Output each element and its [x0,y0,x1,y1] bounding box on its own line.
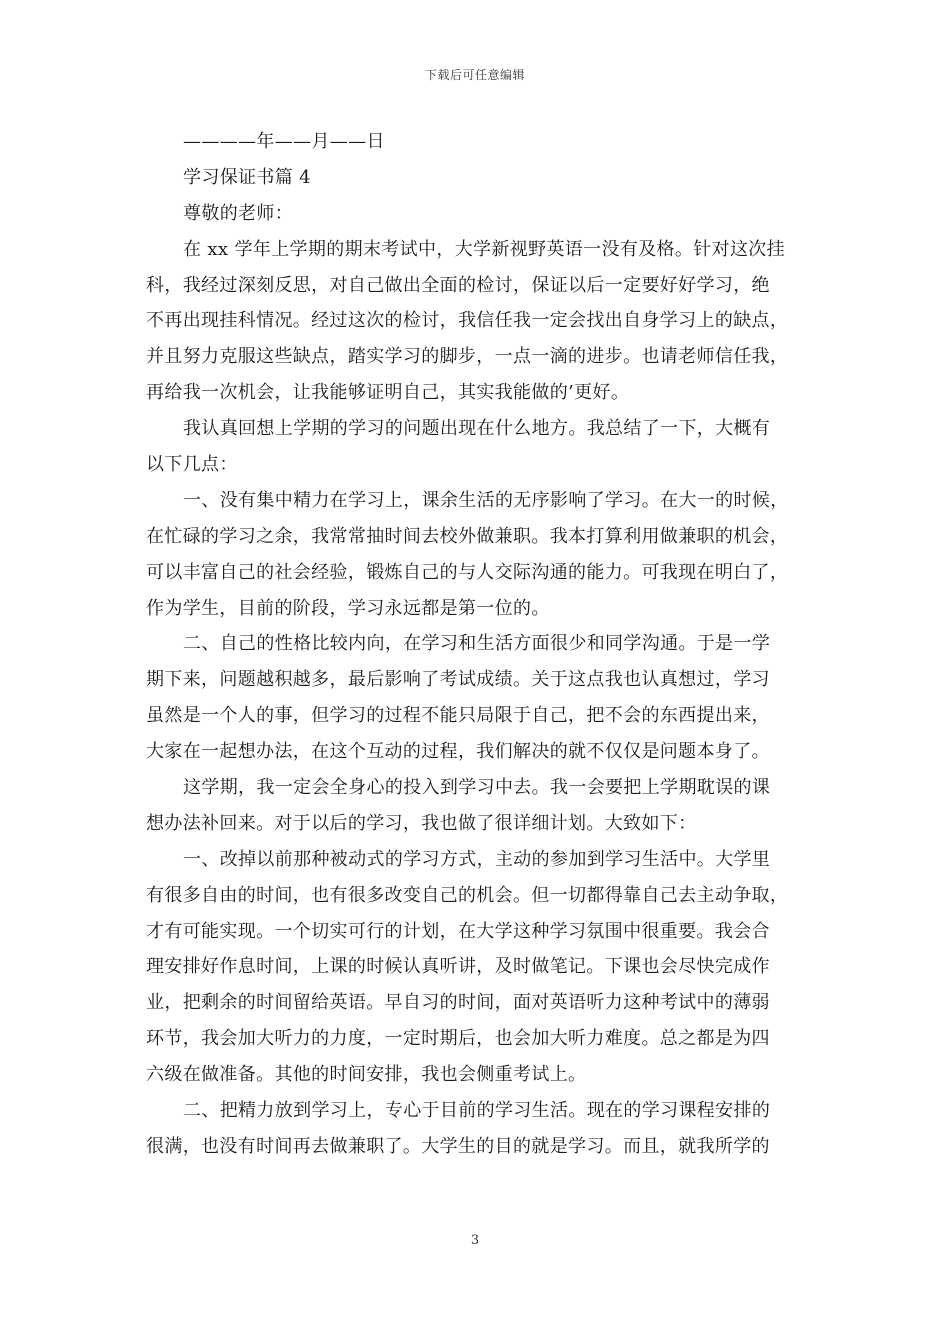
text-line: 学习保证书篇 4 [183,166,311,188]
page-header: 下载后可任意编辑 [424,68,525,82]
text-line: 不再出现挂科情况。经过这次的检讨，我信任我一定会找出自身学习上的缺点， [146,310,789,332]
text-line: 环节，我会加大听力的力度，一定时期后，也会加大听力难度。总之都是为四 [146,1028,770,1050]
text-line: 才有可能实现。一个切实可行的计划，在大学这种学习氛围中很重要。我会合 [146,920,770,942]
text-line: 想办法补回来。对于以后的学习，我也做了很详细计划。大致如下： [146,812,697,834]
text-line: 期下来，问题越积越多，最后影响了考试成绩。关于这点我也认真想过，学习 [146,669,770,691]
document-body [146,124,810,1165]
text-line: 科，我经过深刻反思，对自己做出全面的检讨，保证以后一定要好好学习，绝 [146,274,770,296]
text-line: 再给我一次机会，让我能够证明自己，其实我能做的’更好。 [146,382,630,404]
text-line: 一、没有集中精力在学习上，课余生活的无序影响了学习。在大一的时候， [183,489,789,511]
text-line: 二、把精力放到学习上，专心于目前的学习生活。现在的学习课程安排的 [183,1100,771,1122]
text-line: 在忙碌的学习之余，我常常抽时间去校外做兼职。我本打算利用做兼职的机会， [146,525,789,547]
text-line: 大家在一起想办法，在这个互动的过程，我们解决的就不仅仅是问题本身了。 [146,741,770,763]
text-line: 很满，也没有时间再去做兼职了。大学生的目的就是学习。而且，就我所学的 [146,1135,770,1157]
text-line: 理安排好作息时间，上课的时候认真听讲，及时做笔记。下课也会尽快完成作 [146,956,770,978]
page-number: 3 [470,1233,480,1248]
text-line: 二、自己的性格比较内向，在学习和生活方面很少和同学沟通。于是一学 [183,633,771,655]
text-line: ————年——月——日 [183,131,385,152]
text-line: 我认真回想上学期的学习的问题出现在什么地方。我总结了一下，大概有 [183,418,771,440]
text-line: 作为学生，目前的阶段，学习永远都是第一位的。 [146,597,550,619]
text-line: 并且努力克服这些缺点，踏实学习的脚步，一点一滴的进步。也请老师信任我， [146,346,789,368]
text-line: 这学期，我一定会全身心的投入到学习中去。我一会要把上学期耽误的课 [183,777,771,799]
text-line: 以下几点： [146,454,238,476]
text-line: 可以丰富自己的社会经验，锻炼自己的与人交际沟通的能力。可我现在明白了， [146,561,789,583]
text-line: 有很多自由的时间，也有很多改变自己的机会。但一切都得靠自己去主动争取， [146,884,789,906]
text-line: 一、改掉以前那种被动式的学习方式，主动的参加到学习生活中。大学里 [183,848,771,870]
text-line: 虽然是一个人的事，但学习的过程不能只局限于自己，把不会的东西提出来， [146,705,770,727]
text-line: 尊敬的老师： [183,202,294,224]
text-line: 在 xx 学年上学期的期末考试中，大学新视野英语一没有及格。针对这次挂 [183,238,785,260]
text-line: 业，把剩余的时间留给英语。早自习的时间，面对英语听力这种考试中的薄弱 [146,992,770,1014]
text-line: 六级在做准备。其他的时间安排，我也会侧重考试上。 [146,1064,587,1086]
